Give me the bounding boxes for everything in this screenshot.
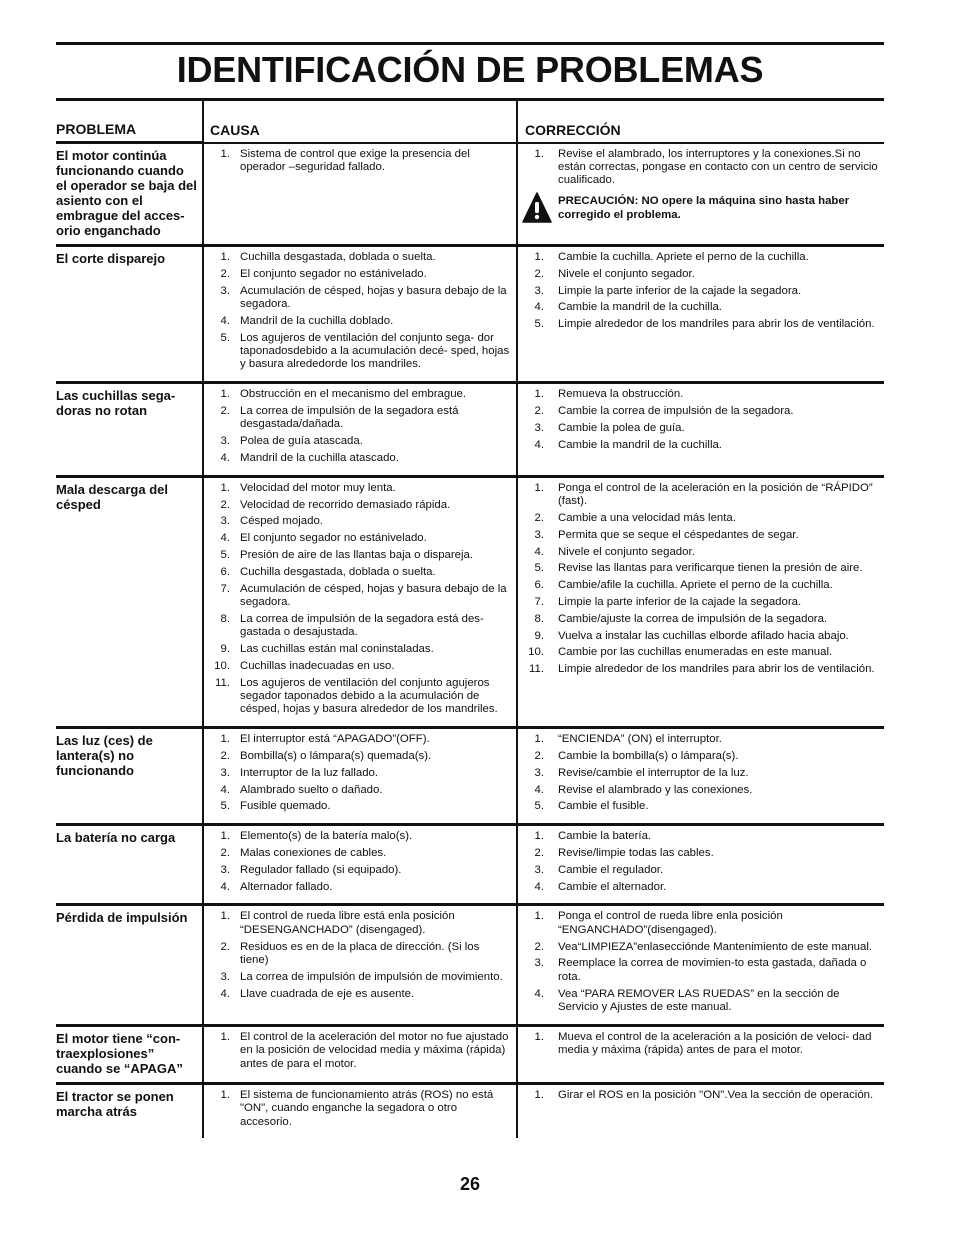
item-text: El control de rueda libre está enla posición “DESENGANCHADO” (disengaged).: [240, 910, 455, 936]
list-item: [204, 830, 516, 843]
item-text: Mandril de la cuchilla atascado.: [240, 452, 399, 464]
item-text: Cambie la bombilla(s) o lámpara(s).: [558, 749, 739, 762]
list-item: [204, 405, 516, 432]
correction-cell: [517, 1083, 884, 1138]
list-item: [518, 910, 884, 937]
list-item: [518, 957, 884, 984]
item-number: 1.: [534, 388, 544, 401]
list-item: [204, 847, 516, 860]
list-item: [204, 643, 516, 656]
item-number: 3.: [534, 863, 544, 876]
item-number: 2.: [534, 512, 544, 524]
list-item: [518, 596, 884, 609]
item-number: 4.: [534, 301, 544, 314]
list-item: [518, 546, 884, 559]
item-number: 3.: [534, 957, 544, 970]
item-number: 9.: [534, 629, 544, 642]
item-number: 1.: [220, 1030, 230, 1043]
list-item: [204, 971, 516, 984]
item-text: Reemplace la correa de movimien-to esta gastada, dañada o rota.: [558, 957, 867, 983]
list-item: [204, 750, 516, 763]
correction-list: [518, 1031, 884, 1058]
item-text: Nivele el conjunto segador.: [558, 545, 695, 558]
list-item: [518, 646, 884, 659]
table-row: [56, 1025, 884, 1083]
item-text: Regulador fallado (si equipado).: [240, 863, 402, 876]
list-item: [518, 318, 884, 331]
item-number: 4.: [534, 545, 544, 558]
list-item: [518, 388, 884, 401]
item-text: Cambie la polea de guía.: [558, 421, 685, 434]
list-item: [204, 1031, 516, 1071]
item-number: 5.: [220, 548, 230, 561]
item-text: Malas conexiones de cables.: [240, 846, 387, 859]
item-text: Vuelva a instalar las cuchillas elborde afilado hacia abajo.: [558, 629, 849, 642]
item-text: Los agujeros de ventilación del conjunto sega- dor taponadosdebido a la acumulación decé- sped, hojas y basura alrededorde los mandriles.: [240, 331, 510, 371]
list-item: [518, 767, 884, 780]
list-item: [204, 388, 516, 401]
item-number: 1.: [534, 147, 544, 160]
list-item: [518, 847, 884, 860]
table-row: [56, 825, 884, 905]
item-number: 4.: [220, 880, 230, 893]
cause-cell: [203, 1025, 517, 1083]
item-text: Limpie la parte inferior de la cajade la segadora.: [558, 284, 802, 297]
item-number: 1.: [220, 388, 230, 401]
list-item: [518, 1031, 884, 1058]
list-item: [204, 613, 516, 640]
item-number: 5.: [534, 800, 544, 813]
list-item: [518, 439, 884, 452]
correction-list: [518, 733, 884, 814]
item-text: La correa de impulsión de la segadora está des- gastada o desajustada.: [240, 612, 484, 639]
list-item: [518, 750, 884, 763]
item-text: Cuchilla desgastada, doblada o suelta.: [240, 565, 436, 578]
list-item: [518, 405, 884, 418]
item-number: 1.: [534, 830, 544, 843]
item-text: Llave cuadrada de eje es ausente.: [240, 987, 415, 1000]
item-text: “ENCIENDA” (ON) el interruptor.: [558, 733, 722, 746]
item-number: 4.: [220, 987, 230, 1000]
list-item: [204, 515, 516, 528]
item-text: Cambie la mandril de la cuchilla.: [558, 301, 722, 314]
item-text: Las cuchillas están mal coninstaladas.: [240, 642, 434, 655]
item-text: Remueva la obstrucción.: [558, 388, 684, 401]
item-text: Presión de aire de las llantas baja o dispareja.: [240, 548, 474, 561]
item-number: 1.: [534, 251, 544, 263]
list-item: [204, 864, 516, 877]
item-number: 1.: [220, 481, 230, 494]
item-number: 3.: [220, 863, 230, 876]
item-number: 11.: [529, 663, 544, 676]
item-number: 5.: [220, 800, 230, 813]
item-text: Velocidad de recorrido demasiado rápida.: [240, 498, 451, 511]
list-item: [518, 800, 884, 813]
item-text: Cambie el alternador.: [558, 880, 667, 893]
item-number: 4.: [534, 783, 544, 796]
troubleshooting-table: [56, 101, 884, 1138]
list-item: [518, 562, 884, 575]
item-text: Vea “PARA REMOVER LAS RUEDAS” en la sección de Servicio y Ajustes de este manual.: [558, 987, 840, 1013]
item-number: 6.: [220, 565, 230, 578]
correction-cell: [517, 728, 884, 825]
cause-cell: [203, 1083, 517, 1138]
list-item: [518, 285, 884, 298]
item-number: 1.: [534, 481, 544, 494]
list-item: [518, 613, 884, 626]
list-item: [204, 532, 516, 545]
list-item: [204, 767, 516, 780]
item-text: Cambie/afile la cuchilla. Apriete el perno de la cuchilla.: [558, 579, 833, 592]
list-item: [204, 910, 516, 937]
item-number: 3.: [220, 515, 230, 528]
correction-list: [518, 251, 884, 332]
list-item: [204, 566, 516, 579]
warning-text: PRECAUCIÓN: NO opere la máquina sino hasta haber corregido el problema.: [558, 194, 850, 221]
cause-cell: [203, 476, 517, 727]
item-number: 5.: [534, 562, 544, 575]
cause-list: [204, 910, 516, 1001]
item-number: 2.: [534, 846, 544, 859]
item-number: 1.: [220, 910, 230, 923]
list-item: [518, 864, 884, 877]
item-text: Cuchilla desgastada, doblada o suelta.: [240, 251, 436, 263]
list-item: [204, 941, 516, 968]
list-item: [518, 988, 884, 1015]
list-item: [204, 733, 516, 746]
page-title: IDENTIFICACIÓN DE PROBLEMAS: [176, 49, 764, 90]
cause-list: [204, 1031, 516, 1071]
item-number: 4.: [534, 880, 544, 893]
problem-cell: La batería no carga: [56, 825, 203, 905]
table-row: [56, 246, 884, 383]
item-text: Cambie la correa de impulsión de la segadora.: [558, 405, 794, 417]
item-number: 1.: [220, 830, 230, 843]
cause-cell: [203, 728, 517, 825]
cause-list: [204, 733, 516, 814]
item-number: 5.: [534, 318, 544, 331]
list-item: [204, 660, 516, 673]
item-text: El sistema de funcionamiento atrás (ROS) no está "ON", cuando enganche la segadora o otro accesorio.: [240, 1088, 494, 1128]
item-text: Alternador fallado.: [240, 880, 333, 893]
item-text: El control de la aceleración del motor no fue ajustado en la posición de velocidad media y máxima (rápida) antes de para el motor.: [240, 1030, 509, 1070]
top-rule: [56, 42, 884, 45]
cause-list: [204, 830, 516, 894]
item-number: 1.: [220, 1088, 230, 1101]
item-text: Revise/limpie todas las cables.: [558, 846, 714, 859]
list-item: [518, 1089, 884, 1102]
cause-cell: [203, 905, 517, 1025]
cause-list: [204, 251, 516, 372]
table-row: [56, 143, 884, 246]
list-item: [204, 800, 516, 813]
item-text: Limpie alrededor de los mandriles para abrir los de ventilación.: [558, 318, 875, 331]
list-item: [204, 988, 516, 1001]
item-number: 2.: [220, 405, 230, 417]
item-text: Vea“LIMPIEZA”enlasecciónde Mantenimiento de este manual.: [558, 940, 873, 953]
item-text: La correa de impulsión de la segadora está desgastada/dañada.: [240, 405, 459, 431]
item-number: 1.: [534, 1088, 544, 1101]
item-number: 2.: [220, 267, 230, 280]
item-text: Revise el alambrado y las conexiones.: [558, 783, 753, 796]
item-number: 1.: [220, 251, 230, 263]
item-number: 2.: [220, 846, 230, 859]
list-item: [204, 881, 516, 894]
item-text: Revise/cambie el interruptor de la luz.: [558, 766, 749, 779]
item-number: 3.: [534, 284, 544, 297]
correction-cell: [517, 905, 884, 1025]
correction-list: [518, 910, 884, 1014]
cause-cell: [203, 383, 517, 477]
problem-cell: El corte disparejo: [56, 246, 203, 383]
item-number: 2.: [534, 405, 544, 417]
item-text: Cambie el fusible.: [558, 800, 649, 813]
problem-cell: El tractor se ponen marcha atrás: [56, 1083, 203, 1138]
correction-cell: [517, 1025, 884, 1083]
correction-list: [518, 482, 884, 677]
item-text: Fusible quemado.: [240, 800, 331, 813]
item-number: 3.: [220, 970, 230, 983]
item-number: 6.: [534, 579, 544, 592]
item-text: Cambie la mandril de la cuchilla.: [558, 438, 722, 451]
item-number: 11.: [215, 676, 230, 689]
table-row: [56, 905, 884, 1025]
item-text: Cuchillas inadecuadas en uso.: [240, 659, 395, 672]
cause-cell: [203, 246, 517, 383]
list-item: [204, 285, 516, 312]
item-number: 1.: [534, 1030, 544, 1043]
problem-cell: Pérdida de impulsión: [56, 905, 203, 1025]
list-item: [518, 733, 884, 746]
item-number: 7.: [534, 595, 544, 608]
item-text: Mueva el control de la aceleración a la posición de veloci- dad media y máxima (rápida) antes de para el motor.: [558, 1030, 872, 1057]
item-number: 3.: [534, 766, 544, 779]
list-item: [518, 482, 884, 509]
item-text: Obstrucción en el mecanismo del embrague.: [240, 388, 467, 401]
problem-cell: Mala descarga del césped: [56, 476, 203, 727]
item-number: 10.: [214, 659, 230, 672]
item-number: 2.: [220, 498, 230, 511]
item-text: Limpie la parte inferior de la cajade la segadora.: [558, 595, 802, 608]
warning-note: [518, 194, 884, 224]
item-number: 3.: [220, 284, 230, 297]
list-item: [518, 630, 884, 643]
item-text: Limpie alrededor de los mandriles para abrir los de ventilación.: [558, 663, 875, 676]
item-text: El interruptor está “APAGADO”(OFF).: [240, 733, 430, 746]
item-text: El conjunto segador no estánivelado.: [240, 532, 427, 545]
list-item: [518, 579, 884, 592]
item-text: Polea de guía atascada.: [240, 435, 363, 448]
page-number: 26: [459, 1174, 481, 1194]
list-item: [204, 148, 516, 175]
item-number: 4.: [220, 783, 230, 796]
item-text: Los agujeros de ventilación del conjunto agujeros segador taponados debido a la acumulación de césped, hojas y basura alrededor de los mandriles.: [240, 676, 498, 716]
item-number: 7.: [220, 582, 230, 595]
item-number: 2.: [220, 940, 230, 953]
item-text: Acumulación de césped, hojas y basura debajo de la segadora.: [240, 582, 507, 608]
item-number: 1.: [220, 147, 230, 160]
item-number: 4.: [534, 987, 544, 1000]
list-item: [204, 583, 516, 610]
list-item: [204, 268, 516, 281]
item-number: 2.: [534, 267, 544, 280]
problem-cell: Las luz (ces) de lantera(s) no funcionando: [56, 728, 203, 825]
list-item: [204, 784, 516, 797]
item-number: 1.: [220, 733, 230, 746]
correction-list: [518, 830, 884, 894]
item-text: Alambrado suelto o dañado.: [240, 783, 383, 796]
list-item: [518, 148, 884, 188]
item-text: Girar el ROS en la posición "ON".Vea la sección de operación.: [558, 1088, 874, 1101]
item-text: Cambie a una velocidad más lenta.: [558, 512, 736, 524]
item-text: Revise el alambrado, los interruptores y la conexiones.Si no están correctas, pongase en contacto con un centro de servicio cualificado.: [558, 147, 878, 187]
list-item: [204, 549, 516, 562]
cause-list: [204, 388, 516, 465]
item-text: Nivele el conjunto segador.: [558, 267, 695, 280]
cause-list: [204, 148, 516, 175]
correction-cell: [517, 246, 884, 383]
list-item: [204, 435, 516, 448]
item-number: 1.: [534, 733, 544, 746]
cause-cell: [203, 825, 517, 905]
table-row: [56, 728, 884, 825]
item-text: Cambie la batería.: [558, 830, 652, 843]
item-text: Permita que se seque el céspedantes de segar.: [558, 528, 799, 541]
cause-list: [204, 1089, 516, 1129]
item-text: Residuos es en de la placa de dirección. (Si los tiene): [240, 940, 480, 966]
list-item: [518, 830, 884, 843]
item-text: Elemento(s) de la batería malo(s).: [240, 830, 413, 843]
item-text: Cambie la cuchilla. Apriete el perno de la cuchilla.: [558, 251, 809, 263]
list-item: [204, 315, 516, 328]
list-item: [518, 422, 884, 435]
list-item: [518, 301, 884, 314]
item-number: 10.: [528, 646, 544, 659]
item-number: 2.: [220, 749, 230, 762]
item-text: Velocidad del motor muy lenta.: [240, 481, 396, 494]
list-item: [518, 529, 884, 542]
item-text: Cambie/ajuste la correa de impulsión de la segadora.: [558, 612, 828, 625]
item-number: 5.: [220, 331, 230, 344]
item-number: 2.: [534, 940, 544, 953]
list-item: [518, 251, 884, 264]
list-item: [204, 332, 516, 372]
item-text: Sistema de control que exige la presencia del operador –seguridad fallado.: [240, 147, 470, 173]
correction-cell: [517, 476, 884, 727]
table-body: [56, 143, 884, 1139]
item-text: Césped mojado.: [240, 515, 323, 528]
list-item: [204, 1089, 516, 1129]
item-number: 8.: [220, 612, 230, 625]
list-item: [518, 941, 884, 954]
item-number: 3.: [220, 766, 230, 779]
item-text: Cambie el regulador.: [558, 863, 664, 876]
list-item: [518, 268, 884, 281]
item-number: 4.: [220, 452, 230, 464]
problem-cell: El motor tiene “con- traexplosiones” cuando se “APAGA”: [56, 1025, 203, 1083]
header-correction: CORRECCIÓN: [517, 101, 884, 143]
correction-list: [518, 388, 884, 452]
item-text: Ponga el control de rueda libre enla posición “ENGANCHADO”(disengaged).: [558, 910, 783, 936]
table-header-row: [56, 101, 884, 143]
correction-cell: [517, 143, 884, 246]
list-item: [518, 663, 884, 676]
item-number: 3.: [220, 435, 230, 448]
item-number: 4.: [220, 532, 230, 545]
item-text: El conjunto segador no estánivelado.: [240, 267, 427, 280]
header-problem: PROBLEMA: [56, 121, 137, 137]
list-item: [518, 881, 884, 894]
warning-triangle-icon: [522, 192, 552, 224]
item-number: 1.: [534, 910, 544, 923]
list-item: [204, 452, 516, 465]
cause-list: [204, 482, 516, 717]
list-item: [204, 251, 516, 264]
item-text: Revise las llantas para verificarque tienen la presión de aire.: [558, 562, 863, 575]
table-row: [56, 476, 884, 727]
list-item: [204, 499, 516, 512]
list-item: [204, 677, 516, 717]
item-text: Cambie por las cuchillas enumeradas en este manual.: [558, 646, 833, 659]
item-number: 4.: [220, 314, 230, 327]
item-text: Interruptor de la luz fallado.: [240, 766, 379, 779]
item-number: 4.: [534, 438, 544, 451]
item-text: La correa de impulsión de impulsión de movimiento.: [240, 970, 503, 983]
item-number: 9.: [220, 642, 230, 655]
item-number: 3.: [534, 528, 544, 541]
cause-cell: [203, 143, 517, 246]
header-cause: CAUSA: [203, 101, 517, 143]
problem-cell: El motor continúa funcionando cuando el operador se baja del asiento con el embrague del acces- orio enganchado: [56, 143, 203, 246]
item-text: Mandril de la cuchilla doblado.: [240, 314, 394, 327]
correction-list: [518, 1089, 884, 1102]
table-row: [56, 1083, 884, 1138]
item-text: Bombilla(s) o lámpara(s) quemada(s).: [240, 749, 432, 762]
correction-cell: [517, 825, 884, 905]
correction-cell: [517, 383, 884, 477]
item-text: Ponga el control de la aceleración en la posición de “RÁPIDO” (fast).: [558, 481, 873, 508]
item-number: 3.: [534, 421, 544, 434]
correction-list: [518, 148, 884, 188]
item-text: Acumulación de césped, hojas y basura debajo de la segadora.: [240, 284, 507, 310]
item-number: 2.: [534, 749, 544, 762]
list-item: [204, 482, 516, 495]
list-item: [518, 512, 884, 525]
problem-cell: Las cuchillas sega- doras no rotan: [56, 383, 203, 477]
item-number: 8.: [534, 612, 544, 625]
list-item: [518, 784, 884, 797]
table-row: [56, 383, 884, 477]
